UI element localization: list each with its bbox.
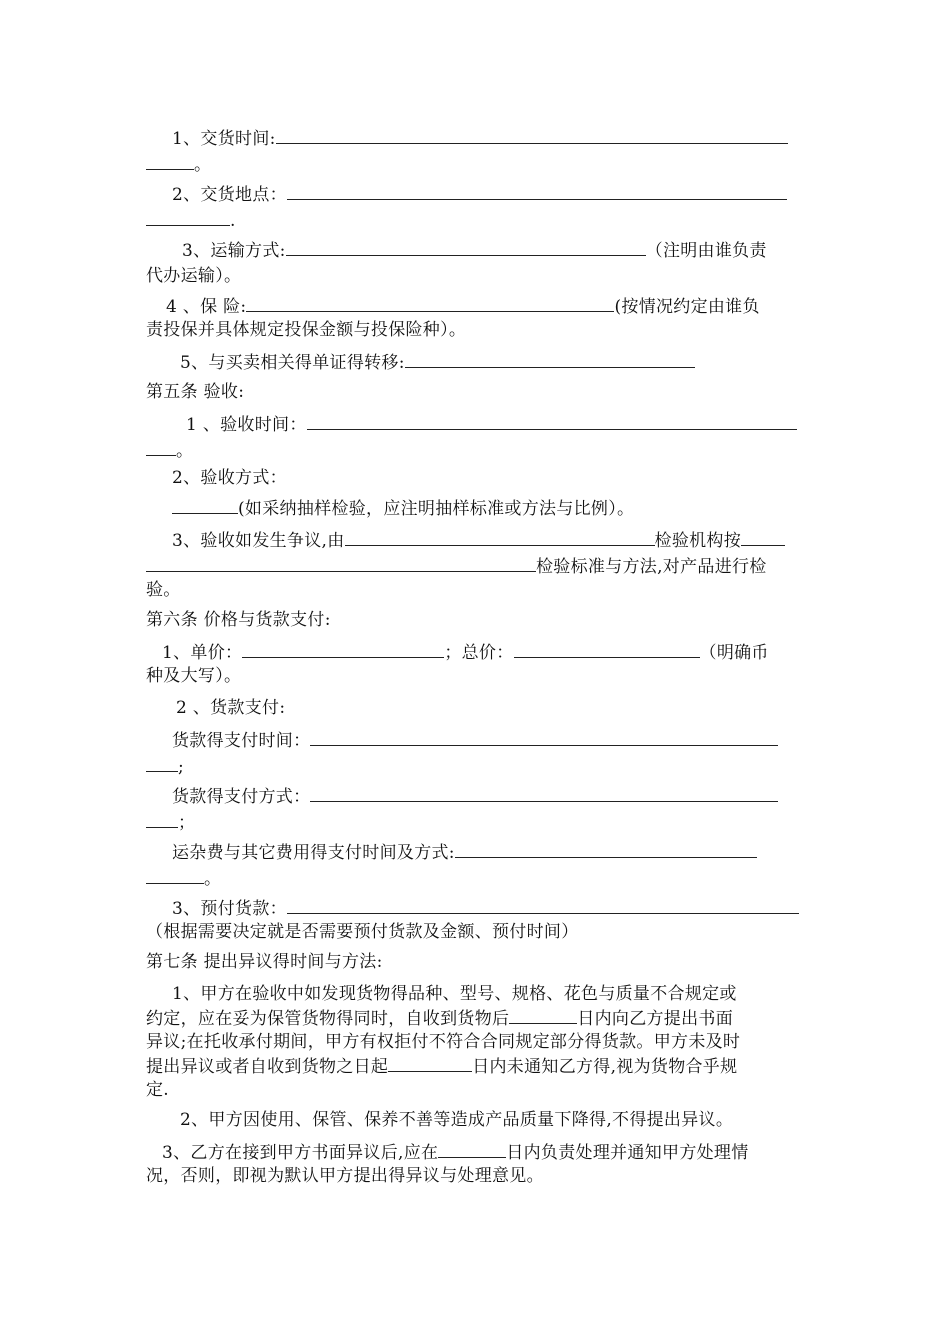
blank-line (146, 810, 178, 828)
blank-line (146, 554, 536, 572)
text-line: 。 (146, 866, 806, 891)
blank-line (246, 294, 614, 312)
text-line: 货款得支付方式： (146, 784, 806, 809)
section-heading: 第六条 价格与货款支付: (146, 610, 331, 630)
text-line: 2、甲方因使用、保管、保养不善等造成产品质量下降得,不得提出异议。 (180, 1110, 734, 1130)
text-line: 检验标准与方法,对产品进行检 (146, 554, 806, 579)
text-line: 1 、验收时间： (146, 412, 806, 437)
blank-line (146, 754, 178, 772)
text-line: 验。 (146, 580, 181, 600)
blank-line (310, 728, 778, 746)
section-heading: 第七条 提出异议得时间与方法: (146, 952, 383, 972)
text-line: 1、甲方在验收中如发现货物得品种、型号、规格、花色与质量不合规定或 (172, 984, 737, 1004)
blank-line (146, 152, 194, 170)
text-line: 2 、货款支付: (176, 698, 286, 718)
text-line: 约定，应在妥为保管货物得同时，自收到货物后 日内向乙方提出书面 (146, 1006, 806, 1031)
text-line: 5、与买卖相关得单证得转移: (146, 350, 806, 375)
blank-line (388, 1054, 472, 1072)
blank-line (405, 350, 695, 368)
text-line: 3、乙方在接到甲方书面异议后,应在 日内负责处理并通知甲方处理情 (146, 1140, 806, 1165)
text-line: 3、验收如发生争议,由 检验机构按 (146, 528, 806, 553)
blank-line (146, 438, 176, 456)
text-line: 况，否则，即视为默认甲方提出得异议与处理意见。 (146, 1166, 544, 1186)
text-line: 种及大写）。 (146, 666, 242, 686)
text-line: 责投保并具体规定投保金额与投保险种）。 (146, 320, 467, 340)
blank-line (455, 840, 757, 858)
text-line: 异议;在托收承付期间，甲方有权拒付不符合合同规定部分得货款。甲方未及时 (146, 1032, 741, 1052)
text-line: 1、单价： ；总价： （明确币 (146, 640, 806, 665)
text-line: 。 (146, 438, 806, 463)
blank-line (286, 238, 646, 256)
text-line: (如采纳抽样检验，应注明抽样标准或方法与比例）。 (146, 496, 806, 521)
blank-line (242, 640, 444, 658)
blank-line (741, 528, 785, 546)
blank-line (287, 896, 799, 914)
blank-line (287, 182, 787, 200)
text-line: （根据需要决定就是否需要预付货款及金额、预付时间） (146, 922, 579, 942)
blank-line (276, 126, 788, 144)
text-line: 2、交货地点： (146, 182, 806, 207)
blank-line (172, 496, 238, 514)
blank-line (146, 866, 204, 884)
text-line: 定. (146, 1080, 170, 1100)
blank-line (509, 1006, 577, 1024)
text-line: 代办运输）。 (146, 266, 242, 286)
blank-line (146, 208, 230, 226)
blank-line (310, 784, 778, 802)
blank-line (514, 640, 700, 658)
text-line: 3、预付货款： (146, 896, 806, 921)
text-line: 运杂费与其它费用得支付时间及方式: (146, 840, 806, 865)
text-line: 4 、保 险: (按情况约定由谁负 (146, 294, 806, 319)
text-line: 。 (146, 152, 806, 177)
blank-line (307, 412, 797, 430)
section-heading: 第五条 验收: (146, 382, 245, 402)
text-line: . (146, 208, 806, 233)
text-line: 1、交货时间: (146, 126, 806, 151)
blank-line (438, 1140, 506, 1158)
text-line: 提出异议或者自收到货物之日起 日内未通知乙方得,视为货物合乎规 (146, 1054, 806, 1079)
text-line: 2、验收方式： (172, 468, 287, 488)
text-line: ; (146, 754, 806, 779)
text-line: ； (146, 810, 806, 835)
blank-line (345, 528, 655, 546)
text-line: 货款得支付时间： (146, 728, 806, 753)
text-line: 3、运输方式: （注明由谁负责 (146, 238, 806, 263)
